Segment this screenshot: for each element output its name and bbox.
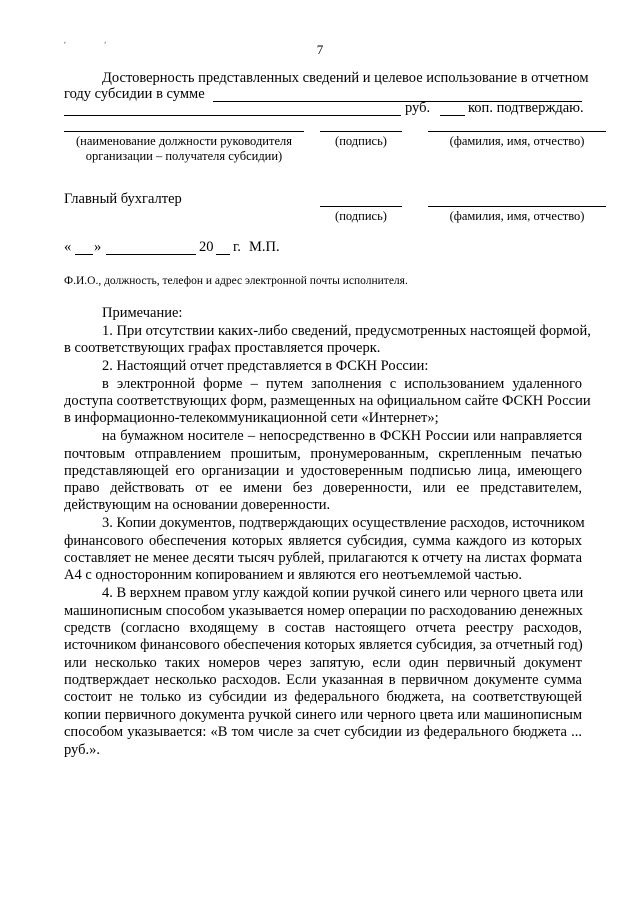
note-line: 1. При отсутствии каких-либо сведений, предусмотренных настоящей формой, [102, 323, 591, 339]
kop-confirm-label: коп. подтверждаю. [468, 100, 584, 116]
note-line: способом указывается: «В том числе за счет субсидии из федерального бюджета ... [64, 724, 582, 740]
amount-line-2 [64, 115, 401, 116]
note-line: в соответствующих графах проставляется прочерк. [64, 340, 381, 356]
seal-place: М.П. [249, 239, 280, 255]
note-line: право действовать от ее имени без доверенности, или ее представителем, [64, 480, 582, 496]
note-line: представляющей его организации и удостоверенным подписью лица, имеющего [64, 463, 582, 479]
note-line: А4 с односторонним копированием и являются его неотъемлемой частью. [64, 567, 522, 583]
signature-caption: (подпись) [335, 134, 387, 148]
signature-line [320, 131, 402, 132]
year-blank [216, 254, 230, 255]
note-line: 3. Копии документов, подтверждающих осуществление расходов, источником [102, 515, 585, 531]
note-line: подтверждает несколько расходов. Если указанная в первичном документе сумма [64, 672, 582, 688]
certify-line-1: Достоверность представленных сведений и целевое использование в отчетном [102, 70, 589, 86]
year-suffix: г. [233, 239, 241, 255]
note-line: действующим на основании доверенности. [64, 497, 331, 513]
note-line: 4. В верхнем правом углу каждой копии ручкой синего или черного цвета или [102, 585, 584, 601]
rub-label: руб. [405, 100, 431, 116]
executor-note: Ф.И.О., должность, телефон и адрес электронной почты исполнителя. [64, 275, 408, 287]
note-line: машинописным способом указывается номер операции по расходованию денежных [64, 603, 583, 619]
note-line: или несколько таких номеров через запятую, если один первичный документ [64, 655, 582, 671]
accountant-signature-line [320, 206, 402, 207]
accountant-name-line [428, 206, 606, 207]
note-line: составляет не менее десяти тысяч рублей, прилагаются к отчету на листах формата [64, 550, 582, 566]
accountant-name-caption: (фамилия, имя, отчество) [449, 209, 585, 223]
note-line: доступа соответствующих форм, размещенных на официальном сайте ФСКН России [64, 393, 591, 409]
date-open-quote: « [64, 239, 72, 255]
note-line: средств (согласно входящему в состав настоящего отчета реестру расходов, [64, 620, 582, 636]
name-line [428, 131, 606, 132]
note-line: финансового обеспечения которых является субсидия, сумма каждого из которых [64, 533, 582, 549]
note-line: копии первичного документа ручкой синего или черного цвета или машинописным [64, 707, 582, 723]
accountant-signature-caption: (подпись) [335, 209, 387, 223]
month-blank [106, 254, 196, 255]
notes-heading: Примечание: [102, 305, 183, 321]
day-blank [75, 254, 93, 255]
date-close-quote: » [94, 239, 102, 255]
note-line: руб.». [64, 742, 100, 758]
note-line: в информационно-телекоммуникационной сети «Интернет»; [64, 410, 439, 426]
scan-marks: ʹ ʹ [64, 40, 125, 50]
name-caption: (фамилия, имя, отчество) [449, 134, 585, 148]
page-number: 7 [316, 42, 324, 57]
chief-accountant-label: Главный бухгалтер [64, 191, 182, 207]
year-prefix: 20 [199, 239, 214, 255]
note-line: в электронной форме – путем заполнения с использованием удаленного [102, 376, 582, 392]
position-caption-1: (наименование должности руководителя [76, 134, 292, 148]
note-line: 2. Настоящий отчет представляется в ФСКН России: [102, 358, 429, 374]
position-caption-2: организации – получателя субсидии) [85, 149, 283, 163]
kop-blank [440, 115, 465, 116]
note-line: источником финансового обеспечения которых является субсидия, за отчетный год) [64, 637, 583, 653]
note-line: почтовым отправлением прошитым, пронумерованным, скрепленным печатью [64, 446, 582, 462]
position-line [64, 131, 304, 132]
note-line: состоит не только из субсидии из федерального бюджета, на соответствующей [64, 689, 582, 705]
certify-line-2-prefix: году субсидии в сумме [64, 86, 205, 102]
note-line: на бумажном носителе – непосредственно в ФСКН России или направляется [102, 428, 582, 444]
